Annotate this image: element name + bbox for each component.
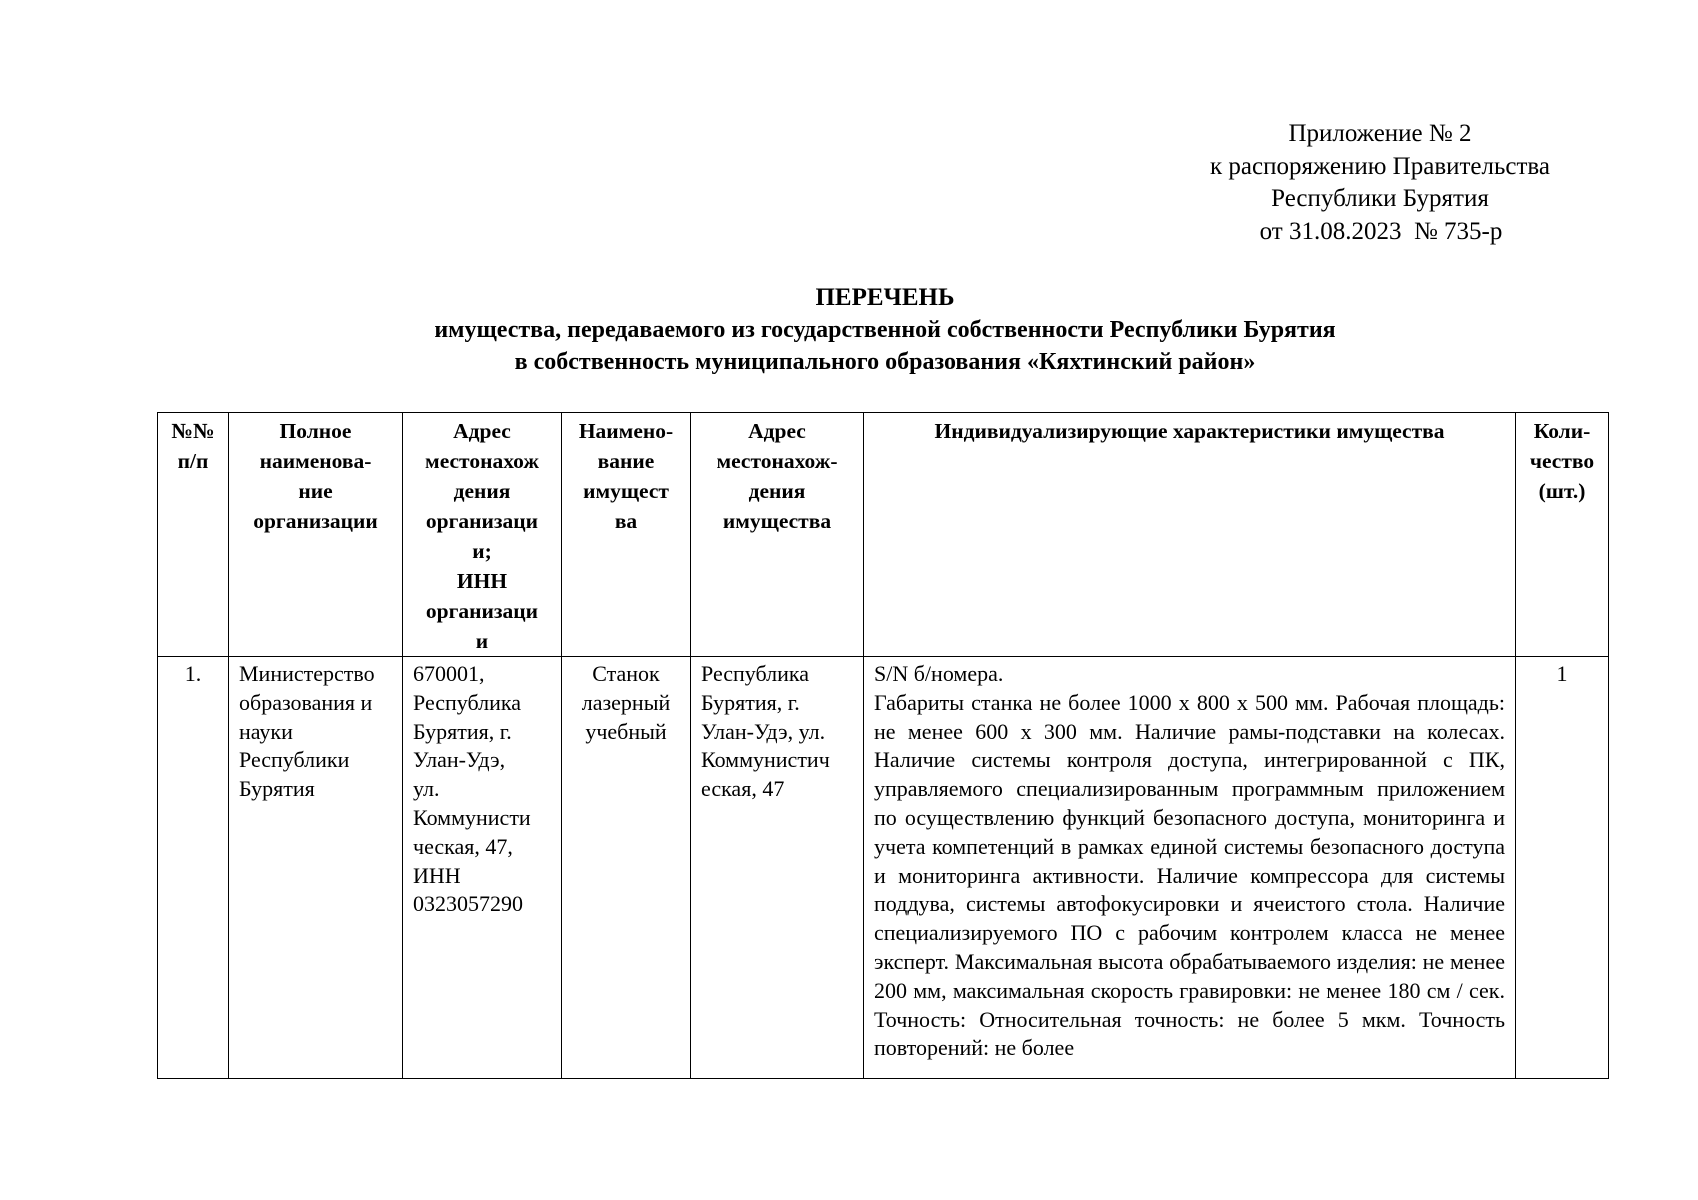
header-characteristics: Индивидуализирующие характеристики имущества [864,413,1516,657]
characteristics-text [874,660,1505,1072]
cell-organization-address: 670001, Республика Бурятия, г. Улан-Удэ, ул. Коммунисти ческая, 47, ИНН 0323057290 [403,657,562,1079]
header-organization: Полное наименова- ние организации [229,413,403,657]
table-header-row [158,413,1609,657]
appendix-date-number: от 31.08.2023 № 735-р [1259,217,1503,245]
header-property-name: Наимено- вание имущест ва [562,413,691,657]
serial-number: S/N б/номера. [874,661,1004,686]
cell-quantity: 1 [1516,657,1609,1079]
table-row [158,657,1609,1079]
approval-block [1120,118,1640,248]
appendix-government: Республики Бурятия [1271,185,1489,212]
document-subtitle-line2: в собственность муниципального образования «Кяхтинский район» [514,349,1256,375]
cell-property-name: Станок лазерный учебный [562,657,691,1079]
header-quantity: Коли- чество (шт.) [1516,413,1609,657]
appendix-number: Приложение № 2 [1288,120,1472,147]
document-subtitle-line1: имущества, передаваемого из государственной собственности Республики Бурятия [434,317,1336,343]
cell-property-location: Республика Бурятия, г. Улан-Удэ, ул. Коммунистич еская, 47 [691,657,864,1079]
cell-characteristics [864,657,1516,1079]
cell-organization: Министерство образования и науки Республики Бурятия [229,657,403,1079]
document-heading [160,282,1610,378]
header-num: №№ п/п [158,413,229,657]
property-table [157,412,1609,1079]
appendix-order-ref: к распоряжению Правительства [1209,152,1550,180]
header-organization-address: Адрес местонахож дения организаци и; ИНН организаци и [403,413,562,657]
document-title: ПЕРЕЧЕНЬ [815,284,955,311]
characteristics-body: Габариты станка не более 1000 х 800 х 500 мм. Рабочая площадь: не менее 600 х 300 мм. Наличие рамы-подставки на колесах. Наличие системы контроля доступа, интегрированной с ПК, управляемого специализированным программным приложением по осуществлению функций безопасного доступа, мониторинга и учета компетенций в рамках единой системы безопасного доступа и мониторинга активности. Наличие компрессора для системы поддува, системы автофокусировки и ячеистого стола. Наличие специализируемого ПО с рабочим контролем класса не менее эксперт. Максимальная высота обрабатываемого изделия: не менее 200 мм, максимальная скорость гравировки: не менее 180 см / сек. Точность: Относительная точность: не более 5 мкм. Точность повторений: не более [874,689,1505,1061]
cell-num: 1. [158,657,229,1079]
header-property-location: Адрес местонахож- дения имущества [691,413,864,657]
